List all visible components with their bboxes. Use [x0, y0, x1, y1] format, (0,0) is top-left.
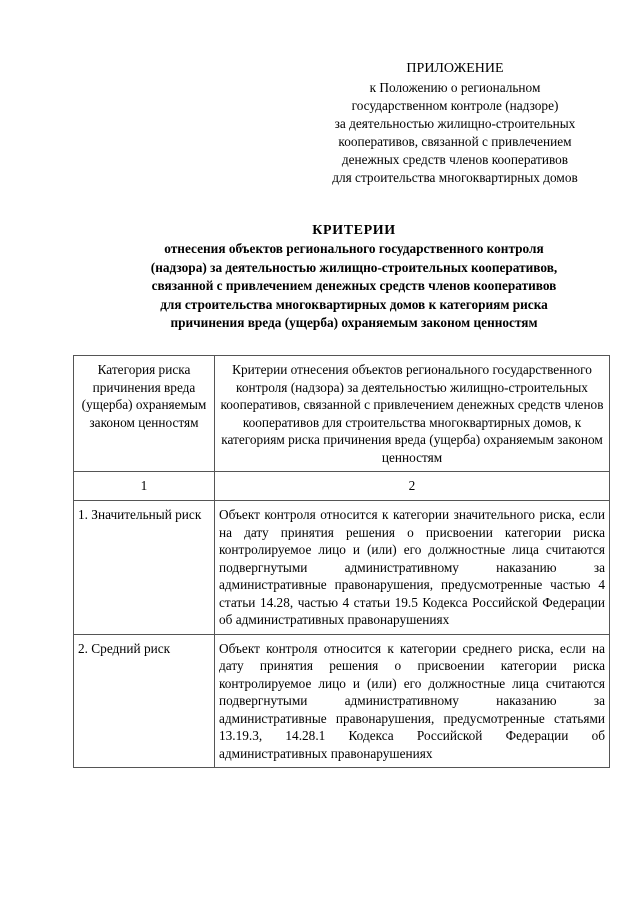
- risk-criteria-cell: Объект контроля относится к категории среднего риска, если на дату принятия решения о присвоении категории риска контролируемое лицо и (или) его должностные лица считаются подвергнутыми административному наказанию за административные правонарушения, предусмотренные статьями 13.19.3, 14.28.1 Кодекса Российской Федерации об административных правонарушениях: [215, 634, 610, 768]
- table-row: [74, 634, 610, 768]
- subheading-line: причинения вреда (ущерба) охраняемым законом ценностям: [170, 315, 538, 330]
- header-criteria-cell: Критерии отнесения объектов регионального государственного контроля (надзора) за деятельностью жилищно-строительных кооперативов, связанной с привлечением денежных средств членов кооперативов для строительства многоквартирных домов, к категориям риска причинения вреда (ущерба) охраняемым законом ценностям: [215, 356, 610, 472]
- annex-line: за деятельностью жилищно-строительных: [334, 116, 576, 131]
- annex-line: к Положению о региональном: [369, 80, 541, 95]
- subheading-line: отнесения объектов регионального государственного контроля: [164, 241, 544, 256]
- risk-category-cell: 2. Средний риск: [74, 634, 215, 768]
- criteria-subheading: [104, 240, 604, 333]
- subheading-line: связанной с привлечением денежных средств членов кооперативов: [151, 278, 557, 293]
- header-category-cell: Категория риска причинения вреда (ущерба) охраняемым законом ценностям: [74, 356, 215, 472]
- annex-line: кооперативов, связанной с привлечением: [338, 134, 572, 149]
- table-row: [74, 501, 610, 635]
- criteria-heading: КРИТЕРИИ: [312, 223, 396, 238]
- table-header-row: [74, 356, 610, 472]
- annex-line: для строительства многоквартирных домов: [332, 170, 578, 185]
- annex-line: государственном контроле (надзоре): [351, 98, 559, 113]
- column-number-2: 2: [215, 472, 610, 501]
- column-number-1: 1: [74, 472, 215, 501]
- annex-line: денежных средств членов кооперативов: [341, 152, 569, 167]
- risk-criteria-table: [73, 355, 610, 768]
- subheading-line: (надзора) за деятельностью жилищно-строительных кооперативов,: [150, 259, 558, 275]
- annex-block: [300, 60, 610, 187]
- column-number-row: [74, 472, 610, 501]
- risk-category-cell: 1. Значительный риск: [74, 501, 215, 635]
- annex-title: ПРИЛОЖЕНИЕ: [406, 61, 504, 76]
- subheading-line: для строительства многоквартирных домов к категориям риска: [160, 296, 548, 312]
- risk-criteria-cell: Объект контроля относится к категории значительного риска, если на дату принятия решения о присвоении категории риска контролируемое лицо и (или) его должностные лица считаются подвергнутыми административному наказанию за административные правонарушения, предусмотренные частью 4 статьи 14.28, частью 4 статьи 19.5 Кодекса Российской Федерации об административных правонарушениях: [215, 501, 610, 635]
